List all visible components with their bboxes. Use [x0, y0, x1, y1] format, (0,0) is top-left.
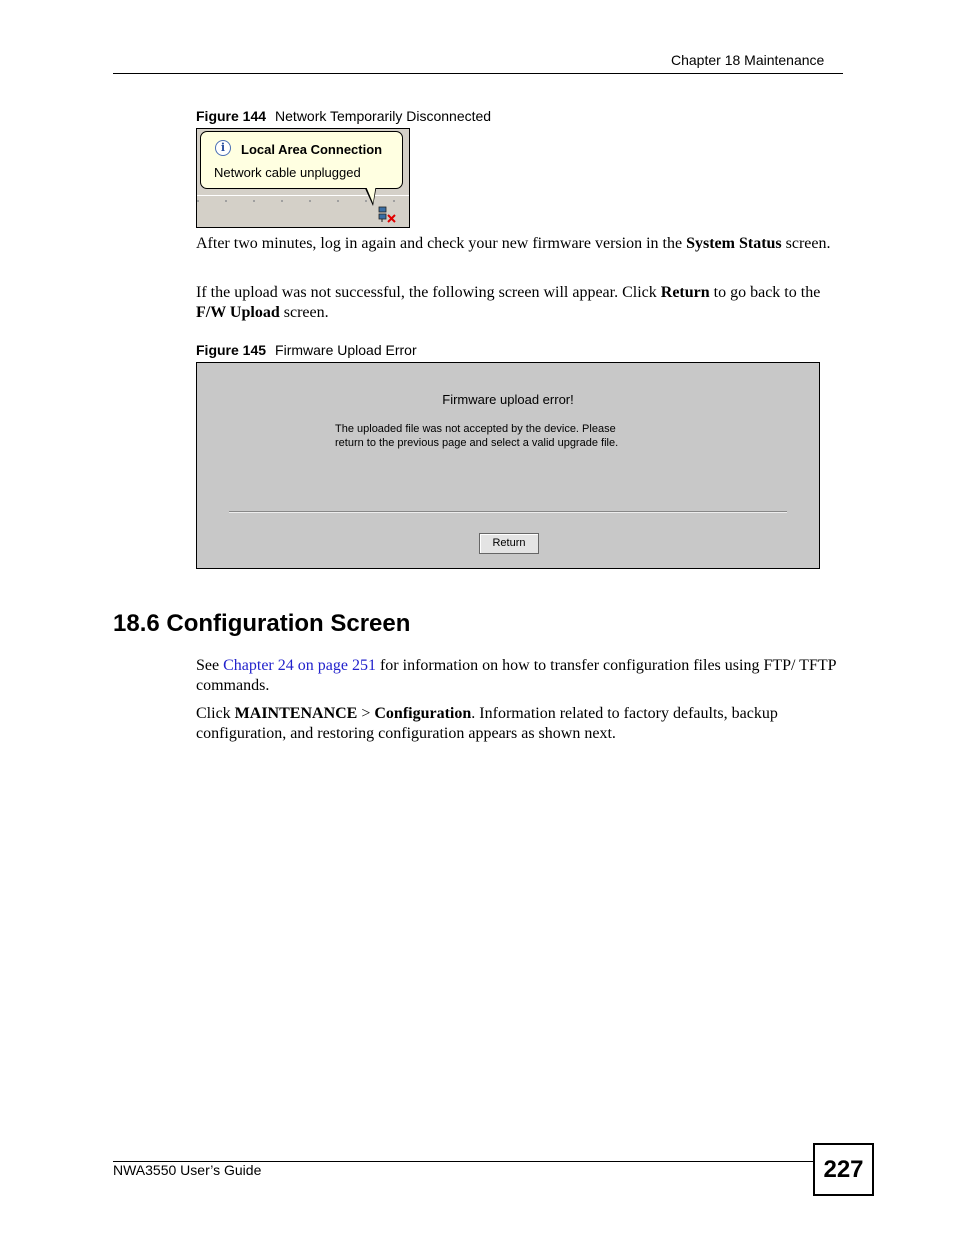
error-title: Firmware upload error! — [442, 392, 574, 407]
network-disconnected-icon — [377, 205, 397, 223]
para4-text-end: . Information related to factory defaults, backup configuration, and restoring configuration appears as shown next. — [196, 705, 778, 742]
para2-text-mid: to go back to the — [709, 284, 821, 301]
notification-balloon — [200, 131, 403, 189]
para2-text: If the upload was not successful, the following screen will appear. Click — [196, 284, 661, 301]
error-divider — [229, 511, 787, 513]
page-number: 227 — [813, 1143, 874, 1196]
section-heading: 18.6 Configuration Screen — [113, 610, 411, 637]
chapter-24-link[interactable]: Chapter 24 on page 251 — [223, 657, 376, 674]
para3-text: See — [196, 657, 224, 674]
para2-text-end: screen. — [279, 304, 329, 321]
error-line-1: The uploaded file was not accepted by the device. Please — [335, 423, 616, 435]
figure-144-screenshot — [196, 128, 410, 228]
return-button[interactable]: Return — [479, 533, 539, 554]
header-rule — [113, 73, 843, 74]
error-message — [335, 422, 618, 450]
fw-upload-term: F/W Upload — [196, 304, 280, 321]
balloon-title: Local Area Connection — [241, 142, 383, 157]
para1-text: After two minutes, log in again and check your new firmware version in the — [196, 235, 687, 252]
taskbar-edge — [197, 195, 409, 196]
paragraph-see-chapter — [196, 656, 841, 696]
info-icon: i — [215, 140, 231, 156]
figure-145-screenshot — [196, 362, 820, 569]
para4-text: Click — [196, 705, 235, 722]
figure-145-label: Figure 145 — [196, 342, 267, 358]
para3-text-end: for information on how to transfer configuration files using FTP/ TFTP commands. — [196, 657, 836, 694]
system-status-term: System Status — [686, 235, 782, 252]
paragraph-click-maintenance — [196, 704, 841, 744]
footer-guide-title: NWA3550 User’s Guide — [113, 1162, 262, 1178]
paragraph-firmware-check — [196, 234, 841, 254]
para1-text-end: screen. — [781, 235, 831, 252]
taskbar-separators — [197, 200, 409, 202]
running-header: Chapter 18 Maintenance — [671, 52, 825, 68]
para4-separator: > — [357, 705, 375, 722]
figure-145-title: Firmware Upload Error — [275, 342, 417, 358]
figure-144-title: Network Temporarily Disconnected — [275, 108, 492, 124]
balloon-tail-fill — [365, 184, 376, 203]
paragraph-upload-failure — [196, 283, 841, 323]
configuration-term: Configuration — [374, 705, 472, 722]
figure-144-label: Figure 144 — [196, 108, 267, 124]
return-term: Return — [660, 284, 710, 301]
figure-144-caption — [196, 108, 491, 124]
maintenance-term: MAINTENANCE — [234, 705, 358, 722]
error-line-2: return to the previous page and select a valid upgrade file. — [335, 437, 619, 449]
figure-145-caption — [196, 342, 417, 358]
balloon-message: Network cable unplugged — [214, 165, 361, 180]
